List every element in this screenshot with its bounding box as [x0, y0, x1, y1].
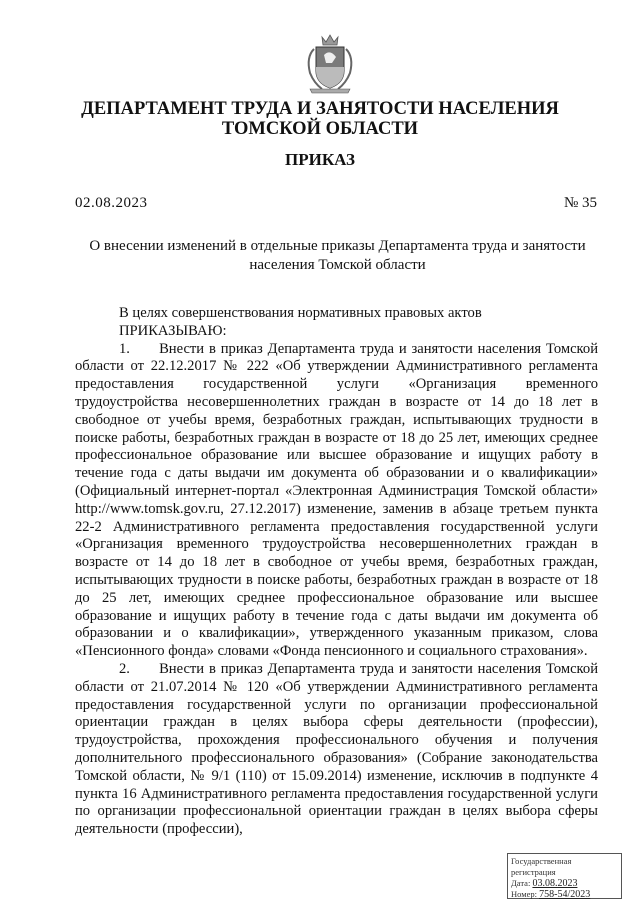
document-type: ПРИКАЗ [285, 150, 355, 169]
stamp-number-value: 758-54/2023 [539, 889, 591, 900]
order-word: ПРИКАЗЫВАЮ: [119, 322, 227, 339]
coat-of-arms-icon [302, 33, 358, 95]
registration-stamp [507, 853, 622, 899]
order-date: 02.08.2023 [75, 195, 148, 211]
stamp-date-label: Дата: [511, 878, 531, 888]
stamp-number-label: Номер: [511, 889, 537, 899]
order-body [75, 305, 598, 839]
preamble: В целях совершенствования нормативных правовых актов [119, 305, 482, 321]
department-name-line2: ТОМСКОЙ ОБЛАСТИ [221, 119, 419, 139]
stamp-number-row [511, 889, 618, 900]
order-number: № 35 [563, 195, 597, 211]
stamp-date-value: 03.08.2023 [532, 878, 578, 889]
order-subject: О внесении изменений в отдельные приказы Департамента труда и занятости населения Томской области [89, 238, 586, 273]
item-2: 2. Внести в приказ Департамента труда и занятости населения Томской области от 21.07.2014 № 120 «Об утверждении Административного регламента предоставления государственной услуги по организации профессиональной ориентации граждан в целях выбора сферы деятельности (профессии), трудоустройства, прохождения профессионального обучения и получения дополнительного профессионального образования» (Собрание законодательства Томской области, № 9/1 (110) от 15.09.2014) изменение, исключив в подпункте 4 пункта 16 Административного регламента предоставления государственной услуги по организации профессиональной ориентации граждан в целях выбора сферы деятельности (профессии), [75, 660, 598, 838]
stamp-date-row [511, 878, 618, 889]
item-1: 1. Внести в приказ Департамента труда и занятости населения Томской области от 22.12.2017 № 222 «Об утверждении Административного регламента предоставления государственной услуги «Организация временного трудоустройства несовершеннолетних граждан в возрасте от 14 до 18 лет в свободное от учебы время, безработных граждан, испытывающих трудности в поиске работы, безработных граждан в возрасте от 18 до 25 лет, имеющих среднее профессиональное образование или высшее образование и ищущих работу в течение года с даты выдачи им документа об образовании и о квалификации» (Официальный интернет-портал «Электронная Администрация Томской области» http://www.tomsk.gov.ru, 27.12.2017) изменение, заменив в абзаце третьем пункта 22-2 Административного регламента предоставления государственной услуги «Организация временного трудоустройства несовершеннолетних граждан в возрасте от 14 до 18 лет в свободное от учебы время, безработных граждан, испытывающих трудности в поиске работы, безработных граждан в возрасте от 18 до 25 лет, имеющих среднее профессиональное образование или высшее образование и ищущих работу в течение года с даты выдачи им документа об образовании и о квалификации», утвержденного указанным приказом, слова «Пенсионного фонда» словами «Фонда пенсионного и социального страхования». [75, 340, 598, 660]
stamp-title: Государственная регистрация [511, 856, 572, 877]
department-name-line1: ДЕПАРТАМЕНТ ТРУДА И ЗАНЯТОСТИ НАСЕЛЕНИЯ [81, 99, 559, 119]
